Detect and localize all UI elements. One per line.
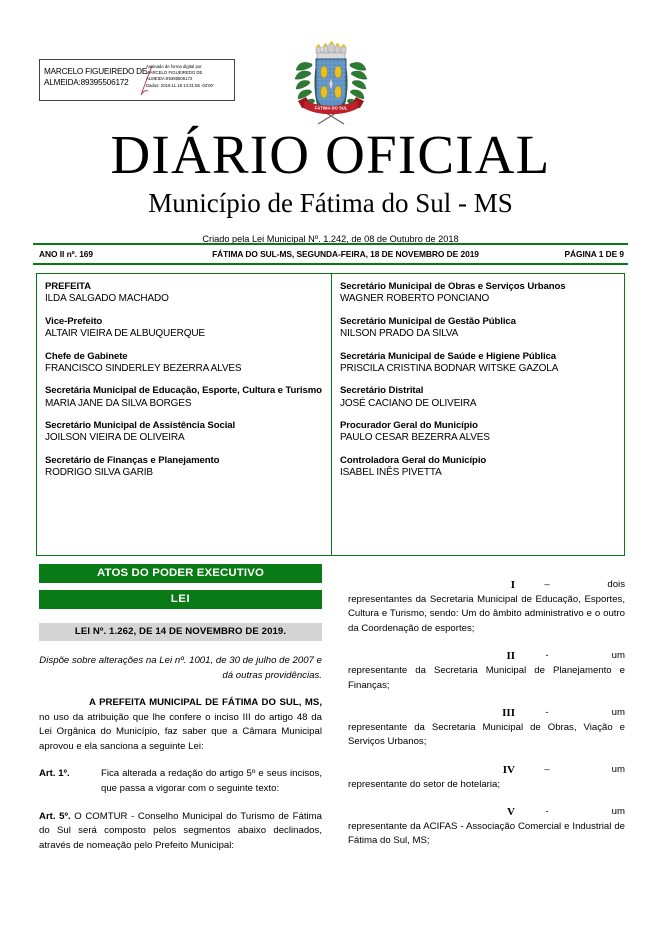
signature-detail [146, 64, 234, 89]
official-name: JOILSON VIEIRA DE OLIVEIRA [45, 432, 185, 444]
inciso-i-dash: – [544, 579, 550, 590]
official-entry [45, 385, 323, 410]
article-5 [39, 810, 322, 854]
official-name: ILDA SALGADO MACHADO [45, 293, 169, 305]
inciso-iv-lead: um [611, 763, 625, 775]
official-name: MARIA JANE DA SILVA BORGES [45, 397, 192, 409]
official-name: ISABEL INÊS PIVETTA [340, 467, 442, 479]
official-entry [340, 351, 616, 376]
official-name: FRANCISCO SINDERLEY BEZERRA ALVES [45, 362, 242, 374]
officials-column-right [332, 274, 624, 555]
official-entry [340, 281, 616, 306]
official-role: Secretário Municipal de Obras e Serviços Urbanos [340, 281, 566, 292]
article-1 [39, 767, 322, 796]
official-name: RODRIGO SILVA GARIB [45, 467, 153, 479]
inciso-v-lead: um [611, 806, 625, 818]
article-5-body: O COMTUR - Conselho Municipal do Turismo de Fátima do Sul será composto pelos segmentos abaixo declinados, através de nomeação pelo Prefeito Municipal: [39, 810, 322, 851]
inciso-iii-body: representante da Secretaria Municipal de Obras, Viação e Serviços Urbanos; [348, 721, 625, 748]
signature-detail-line3: ALMEIDA:89395506172 [146, 76, 193, 82]
signature-detail-line1: Assinado de forma digital por [146, 64, 202, 69]
inciso-iii-numeral: III [502, 707, 515, 720]
lei-heading: LEI Nº. 1.262, DE 14 DE NOVEMBRO DE 2019. [39, 623, 322, 641]
digital-signature-box [39, 59, 235, 101]
page-indicator: PÁGINA 1 DE 9 [564, 249, 624, 259]
official-role: Secretário Municipal de Gestão Pública [340, 315, 516, 327]
official-role: Procurador Geral do Município [340, 420, 478, 432]
inciso-iii-lead: um [611, 707, 625, 719]
official-entry [340, 316, 616, 341]
content-column-left [39, 623, 322, 853]
signature-name-line2: ALMEIDA:89395506172 [44, 78, 129, 87]
inciso-i-header [348, 578, 625, 593]
official-name: PAULO CESAR BEZERRA ALVES [340, 432, 490, 444]
officials-column-left [37, 274, 332, 555]
article-1-label: Art. 1º. [39, 768, 70, 780]
official-entry [45, 351, 323, 376]
inciso-ii-lead: um [611, 650, 625, 662]
official-entry [45, 281, 323, 306]
official-entry [340, 420, 616, 445]
inciso-v [348, 805, 625, 849]
official-role: Secretário de Finanças e Planejamento [45, 454, 220, 466]
crown-shape [316, 41, 346, 59]
inciso-iv [348, 763, 625, 792]
inciso-v-header [348, 805, 625, 820]
inciso-ii-dash: - [545, 650, 549, 662]
officials-box [36, 273, 625, 556]
official-entry [45, 420, 323, 445]
inciso-ii [348, 649, 625, 693]
section-banner-lei: LEI [39, 590, 322, 609]
page-subtitle: Município de Fátima do Sul - MS [148, 188, 513, 218]
signature-detail-line2: MARCELO FIGUEIREDO DE [146, 70, 203, 76]
inciso-v-numeral: V [507, 806, 515, 819]
inciso-iv-numeral: IV [502, 763, 515, 776]
inciso-ii-body: representante da Secretaria Municipal de Planejamento e Finanças; [348, 664, 625, 691]
inciso-iii-dash: - [545, 707, 549, 719]
official-role: Vice-Prefeito [45, 315, 103, 327]
coat-of-arms-icon [292, 38, 370, 130]
lei-preamble [39, 696, 322, 754]
official-entry [45, 316, 323, 341]
preamble-bold: A PREFEITA MUNICIPAL DE FÁTIMA DO SUL, MS, [89, 697, 322, 708]
official-role: Controladora Geral do Município [340, 454, 487, 466]
content-column-right [348, 578, 625, 862]
inciso-i [348, 578, 625, 636]
ribbon-text: FÁTIMA DO SUL [314, 105, 348, 111]
official-entry [340, 385, 616, 410]
official-name: NILSON PRADO DA SILVA [340, 328, 459, 339]
issue-year-number: ANO II nº. 169 [39, 249, 94, 259]
official-name: WAGNER ROBERTO PONCIANO [340, 293, 490, 305]
inciso-v-dash: - [545, 806, 549, 818]
section-banner-atos: ATOS DO PODER EXECUTIVO [39, 564, 322, 583]
official-role: Secretário Distrital [340, 385, 424, 397]
inciso-i-lead: dois [607, 579, 625, 590]
page-title: DIÁRIO OFICIAL [110, 124, 551, 185]
inciso-i-body: representantes da Secretaria Municipal de Educação, Esportes, Cultura e Turismo, sendo: Um do âmbito administrativo e o outro da Coordenação de esportes; [348, 593, 625, 634]
official-role: Secretário Municipal de Assistência Social [45, 420, 236, 432]
official-name: ALTAIR VIEIRA DE ALBUQUERQUE [45, 328, 205, 339]
official-entry [45, 455, 323, 480]
article-5-label: Art. 5º. [39, 810, 71, 822]
preamble-rest: no uso da atribuição que lhe confere o inciso III do artigo 48 da Lei Orgânica do Município, faz saber que a Câmara Municipal aprovou e ela sanciona a seguinte Lei: [39, 711, 322, 752]
inciso-ii-numeral: II [506, 650, 515, 663]
inciso-iv-body: representante do setor de hotelaria; [348, 778, 501, 790]
inciso-iii [348, 706, 625, 750]
official-role: Secretária Municipal de Educação, Esporte, Cultura e Turismo [45, 385, 322, 397]
inciso-iv-dash: – [544, 763, 550, 775]
lei-ementa: Dispõe sobre alterações na Lei nº. 1001, de 30 de julho de 2007 e dá outras providências. [39, 655, 322, 681]
official-entry [340, 455, 616, 480]
signature-name-line1: MARCELO FIGUEIREDO DE [44, 67, 148, 76]
inciso-iv-header [348, 763, 625, 778]
masthead [0, 126, 661, 246]
official-role: Secretária Municipal de Saúde e Higiene Pública [340, 350, 557, 362]
inciso-ii-header [348, 649, 625, 664]
inciso-i-numeral: I [510, 579, 515, 591]
issue-place-date: FÁTIMA DO SUL-MS, SEGUNDA-FEIRA, 18 DE NOVEMBRO DE 2019 [212, 249, 479, 259]
inciso-v-body: representante da ACIFAS - Associação Comercial e Industrial de Fátima do Sul, MS; [348, 820, 625, 847]
official-name: JOSÉ CACIANO DE OLIVEIRA [340, 397, 477, 409]
creation-law-line: Criado pela Lei Municipal Nº. 1.242, de 08 de Outubro de 2018 [202, 234, 459, 244]
signature-detail-line4: Dados: 2019.11.18 14:31:55 -04'00' [146, 82, 214, 88]
official-role: PREFEITA [45, 281, 91, 292]
official-name: PRISCILA CRISTINA BODNAR WITSKE GAZOLA [340, 362, 559, 374]
signature-name [44, 66, 148, 88]
article-1-body: Fica alterada a redação do artigo 5º e seus incisos, que passa a vigorar com o seguinte texto: [101, 768, 322, 794]
issue-info-bar [33, 243, 628, 265]
official-role: Chefe de Gabinete [45, 350, 128, 362]
inciso-iii-header [348, 706, 625, 721]
